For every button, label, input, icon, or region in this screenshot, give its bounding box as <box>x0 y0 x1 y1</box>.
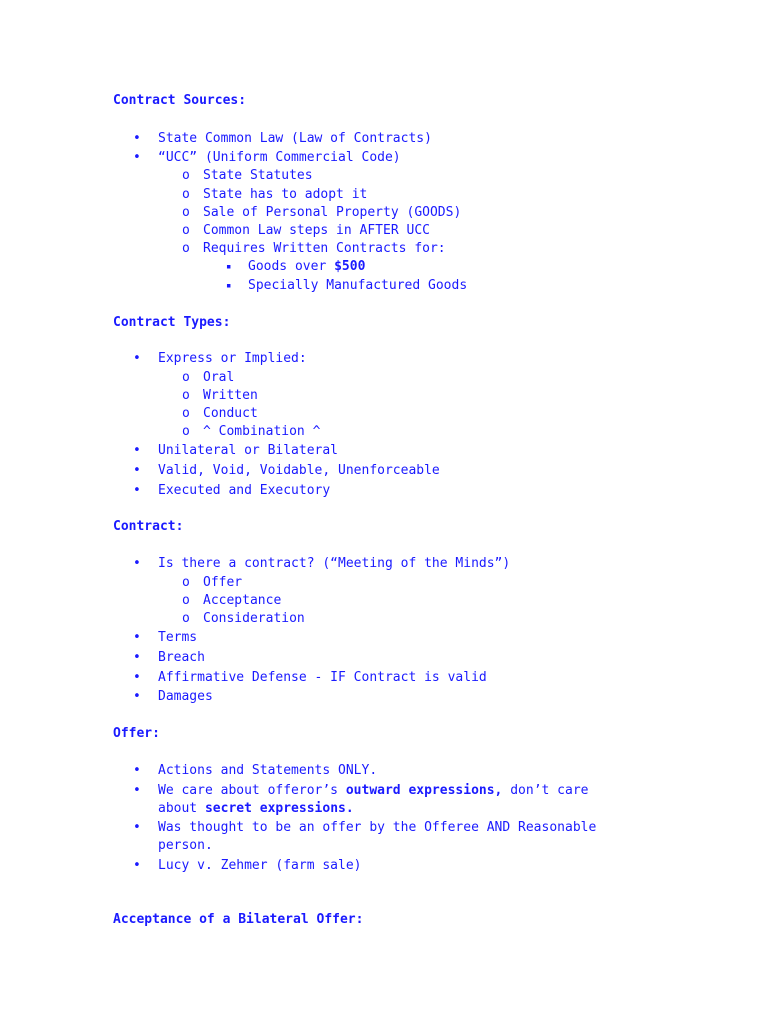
bullet-marker: • <box>133 131 141 146</box>
bullet-marker: • <box>133 670 141 685</box>
list-item: Is there a contract? (“Meeting of the Minds”) <box>158 556 511 571</box>
offer-text: don’t care <box>502 783 589 798</box>
circle-marker: o <box>182 223 190 238</box>
sub-list-item: Acceptance <box>203 593 282 608</box>
list-item: Valid, Void, Voidable, Unenforceable <box>158 463 440 478</box>
circle-marker: o <box>182 593 190 608</box>
sub-sub-list-item: Specially Manufactured Goods <box>248 278 468 293</box>
list-item: Was thought to be an offer by the Offeree AND Reasonable <box>158 820 597 835</box>
secret-expressions: secret expressions. <box>204 801 354 816</box>
list-item: Executed and Executory <box>158 483 331 498</box>
sub-list-item: State has to adopt it <box>203 187 368 202</box>
sub-list-item: Written <box>203 388 258 403</box>
sub-list-item: ^ Combination ^ <box>203 424 321 439</box>
circle-marker: o <box>182 187 190 202</box>
sub-list-item: Requires Written Contracts for: <box>203 241 446 256</box>
bullet-marker: • <box>133 630 141 645</box>
list-item: Breach <box>158 650 205 665</box>
bullet-marker: • <box>133 763 141 778</box>
sub-list-item: Offer <box>203 575 243 590</box>
list-item-continuation <box>158 801 354 816</box>
list-item: Affirmative Defense - IF Contract is valid <box>158 670 487 685</box>
list-item: Terms <box>158 630 198 645</box>
bullet-marker: • <box>133 820 141 835</box>
bullet-marker: • <box>133 650 141 665</box>
heading-contract: Contract: <box>113 519 184 534</box>
list-item: Actions and Statements ONLY. <box>158 763 378 778</box>
sub-list-item: Oral <box>203 370 235 385</box>
circle-marker: o <box>182 611 190 626</box>
list-item <box>158 783 588 798</box>
heading-offer: Offer: <box>113 726 160 741</box>
sub-list-item: Consideration <box>203 611 305 626</box>
square-marker: ▪ <box>226 281 232 291</box>
list-item-continuation: person. <box>158 838 213 853</box>
offer-text: about <box>158 801 205 816</box>
outward-expressions: outward expressions, <box>345 783 503 798</box>
bullet-marker: • <box>133 783 141 798</box>
circle-marker: o <box>182 406 190 421</box>
sub-list-item: Common Law steps in AFTER UCC <box>203 223 430 238</box>
goods-over-text: Goods over <box>248 259 335 274</box>
list-item: Unilateral or Bilateral <box>158 443 339 458</box>
bullet-marker: • <box>133 556 141 571</box>
circle-marker: o <box>182 168 190 183</box>
amount-500: $500 <box>334 259 366 274</box>
circle-marker: o <box>182 241 190 256</box>
bullet-marker: • <box>133 858 141 873</box>
sub-sub-list-item <box>248 259 365 274</box>
bullet-marker: • <box>133 463 141 478</box>
sub-list-item: Conduct <box>203 406 258 421</box>
sub-list-item: State Statutes <box>203 168 313 183</box>
bullet-marker: • <box>133 689 141 704</box>
circle-marker: o <box>182 575 190 590</box>
circle-marker: o <box>182 205 190 220</box>
list-item: Express or Implied: <box>158 351 307 366</box>
offer-text: We care about offeror’s <box>158 783 346 798</box>
bullet-marker: • <box>133 351 141 366</box>
list-item: “UCC” (Uniform Commercial Code) <box>158 150 401 165</box>
bullet-marker: • <box>133 150 141 165</box>
circle-marker: o <box>182 370 190 385</box>
heading-contract-sources: Contract Sources: <box>113 93 247 108</box>
sub-list-item: Sale of Personal Property (GOODS) <box>203 205 462 220</box>
bullet-marker: • <box>133 443 141 458</box>
list-item: State Common Law (Law of Contracts) <box>158 131 432 146</box>
list-item: Lucy v. Zehmer (farm sale) <box>158 858 362 873</box>
bullet-marker: • <box>133 483 141 498</box>
circle-marker: o <box>182 424 190 439</box>
heading-acceptance: Acceptance of a Bilateral Offer: <box>113 912 364 927</box>
square-marker: ▪ <box>226 262 232 272</box>
list-item: Damages <box>158 689 213 704</box>
circle-marker: o <box>182 388 190 403</box>
heading-contract-types: Contract Types: <box>113 315 231 330</box>
